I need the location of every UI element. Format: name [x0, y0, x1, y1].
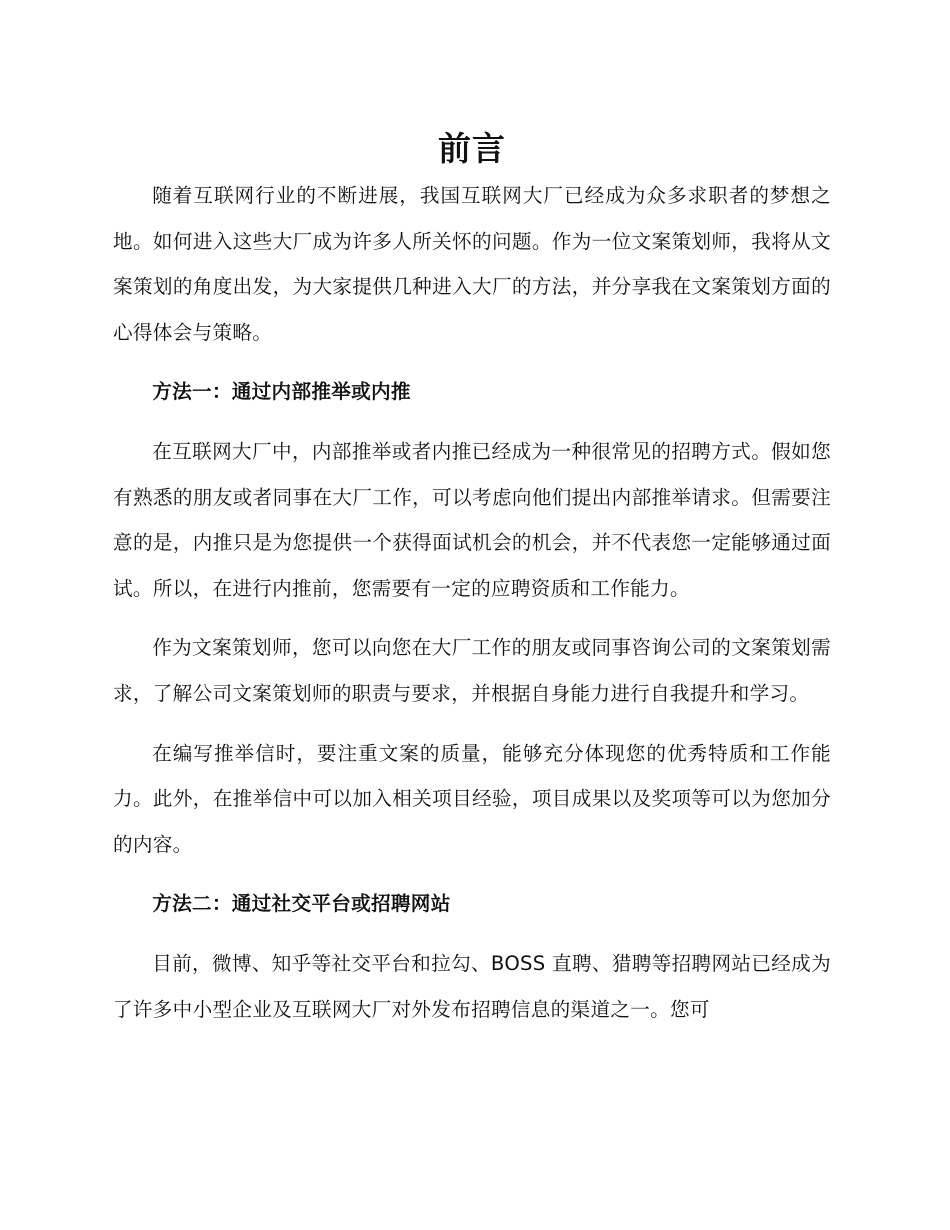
- document-page: [113, 125, 831, 1032]
- section-1-heading: 方法一：通过内部推举或内推: [152, 380, 411, 404]
- section-1-paragraph-1: 在互联网大厂中，内部推举或者内推已经成为一种很常见的招聘方式。假如您有熟悉的朋友或者同事在大厂工作，可以考虑向他们提出内部推举请求。但需要注意的是，内推只是为您提供一个获得面试机会的机会，并不代表您一定能够通过面试。所以，在进行内推前，您需要有一定的应聘资质和工作能力。: [113, 439, 831, 600]
- section-2-heading: 方法二：通过社交平台或招聘网站: [152, 892, 451, 916]
- section-1-paragraph-3: 在编写推举信时，要注重文案的质量，能够充分体现您的优秀特质和工作能力。此外，在推举信中可以加入相关项目经验，项目成果以及奖项等可以为您加分的内容。: [113, 741, 831, 856]
- spacer: [113, 611, 831, 625]
- spacer: [113, 927, 831, 941]
- spacer: [113, 717, 831, 731]
- section-1-paragraph-2: 作为文案策划师，您可以向您在大厂工作的朋友或同事咨询公司的文案策划需求，了解公司文案策划师的职责与要求，并根据自身能力进行自我提升和学习。: [113, 636, 831, 705]
- intro-paragraph: 随着互联网行业的不断进展，我国互联网大厂已经成为众多求职者的梦想之地。如何进入这些大厂成为许多人所关怀的问题。作为一位文案策划师，我将从文案策划的角度出发，为大家提供几种进入大厂的方法，并分享我在文案策划方面的心得体会与策略。: [113, 184, 831, 344]
- page-title: 前言: [438, 129, 506, 168]
- spacer: [113, 867, 831, 881]
- section-2-paragraph-1: 目前，微博、知乎等社交平台和拉勾、BOSS 直聘、猎聘等招聘网站已经成为了许多中小型企业及互联网大厂对外发布招聘信息的渠道之一。您可: [113, 951, 831, 1021]
- spacer: [113, 415, 831, 429]
- spacer: [113, 355, 831, 369]
